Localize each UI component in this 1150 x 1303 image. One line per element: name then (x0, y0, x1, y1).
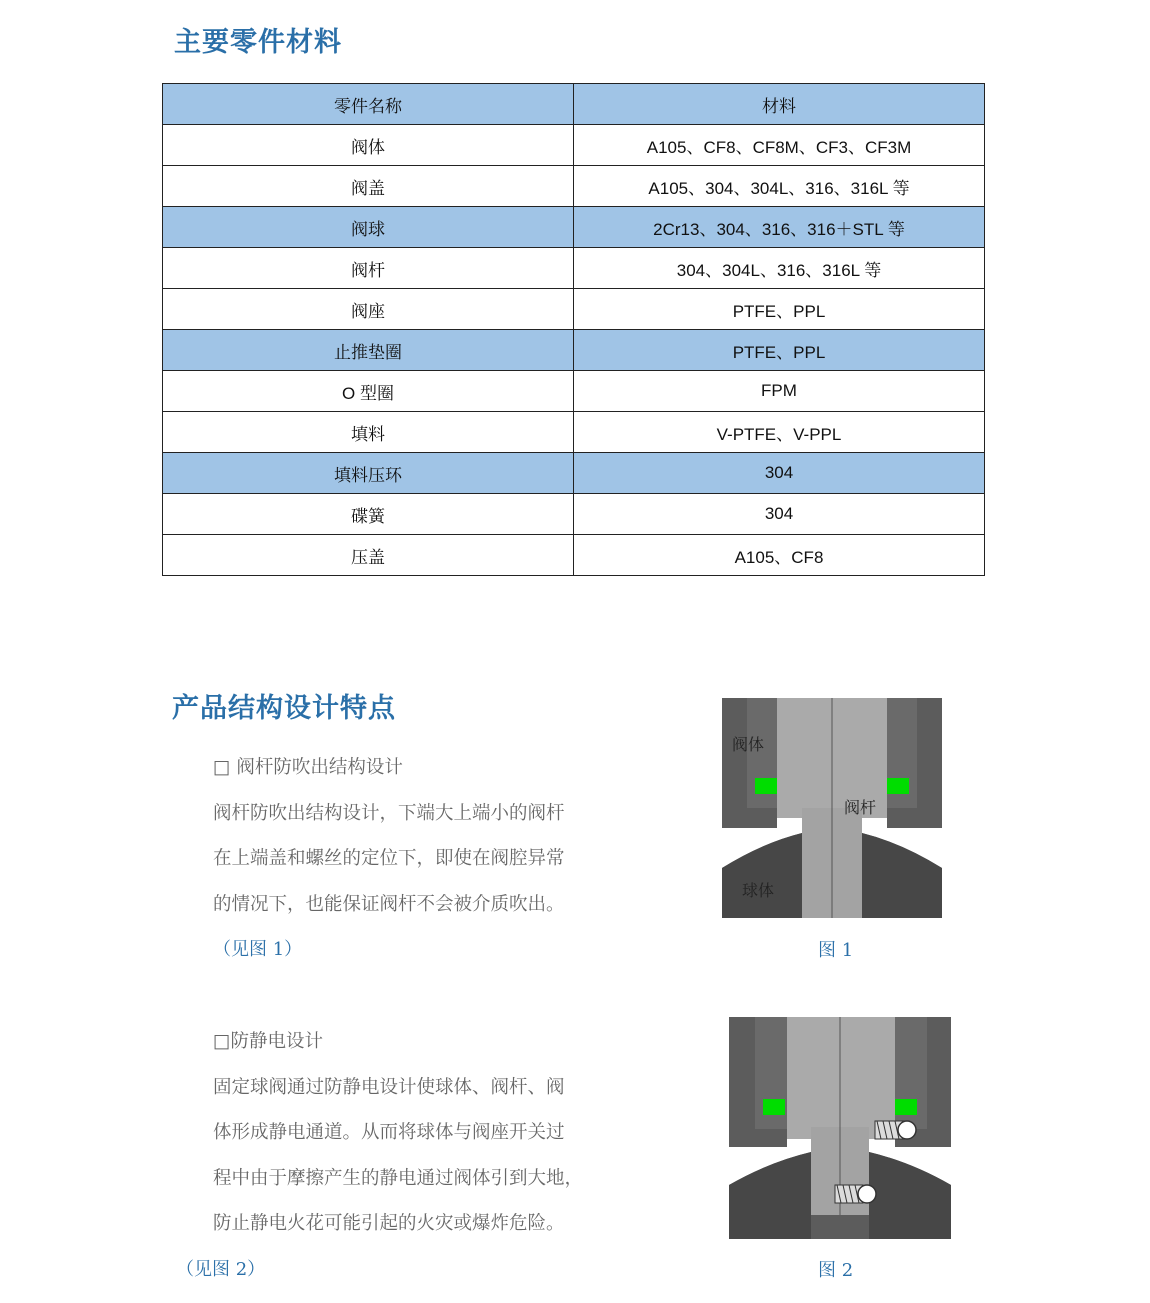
table-row (163, 289, 985, 330)
table-row (163, 494, 985, 535)
spring-pin-lower-icon (835, 1185, 876, 1203)
label-ball: 球体 (742, 881, 775, 900)
material-cell: V-PTFE、V-PPL (574, 412, 985, 453)
feature1-line: 在上端盖和螺丝的定位下，即使在阀腔异常 (213, 848, 565, 869)
table-row (163, 125, 985, 166)
table-row (163, 166, 985, 207)
table-row (163, 453, 985, 494)
part-name-cell: 阀球 (163, 207, 574, 248)
table-row (163, 535, 985, 576)
material-cell: A105、304、304L、316、316L 等 (574, 166, 985, 207)
seal-right-icon (887, 778, 909, 794)
header-part-name: 零件名称 (163, 84, 574, 125)
feature2-line: 体形成静电通道。从而将球体与阀座开关过 (213, 1122, 565, 1143)
feature1-line: 的情况下，也能保证阀杆不会被介质吹出。 (213, 894, 565, 915)
feature1-line: 阀杆防吹出结构设计，下端大上端小的阀杆 (213, 803, 565, 824)
part-name-cell: 阀体 (163, 125, 574, 166)
material-cell: A105、CF8、CF8M、CF3、CF3M (574, 125, 985, 166)
material-cell: FPM (574, 371, 985, 412)
material-cell: 304 (574, 494, 985, 535)
material-cell: PTFE、PPL (574, 289, 985, 330)
feature1-figure-ref: （见图 1） (213, 939, 303, 960)
part-name-cell: 压盖 (163, 535, 574, 576)
material-cell: PTFE、PPL (574, 330, 985, 371)
feature2-figure-ref: （见图 2） (176, 1259, 266, 1280)
material-cell: 304 (574, 453, 985, 494)
part-name-cell: 碟簧 (163, 494, 574, 535)
feature2-line: 防止静电火花可能引起的火灾或爆炸危险。 (213, 1213, 565, 1234)
part-name-cell: 阀盖 (163, 166, 574, 207)
figure1-caption: 图 1 (818, 940, 854, 961)
materials-table (162, 83, 985, 576)
material-cell: 2Cr13、304、316、316＋STL 等 (574, 207, 985, 248)
feature2-heading: □防静电设计 (213, 1031, 323, 1052)
part-name-cell: 填料 (163, 412, 574, 453)
table-row (163, 207, 985, 248)
section-title-design-features: 产品结构设计特点 (172, 693, 396, 724)
seal-right-icon (895, 1099, 917, 1115)
figure2-caption: 图 2 (818, 1260, 854, 1281)
material-cell: A105、CF8 (574, 535, 985, 576)
feature2-line: 程中由于摩擦产生的静电通过阀体引到大地， (213, 1168, 584, 1189)
figure2-antistatic-diagram (729, 1017, 951, 1239)
table-row (163, 371, 985, 412)
part-name-cell: 止推垫圈 (163, 330, 574, 371)
table-row (163, 248, 985, 289)
table-row (163, 412, 985, 453)
part-name-cell: 阀座 (163, 289, 574, 330)
header-material: 材料 (574, 84, 985, 125)
part-name-cell: O 型圈 (163, 371, 574, 412)
label-body: 阀体 (732, 735, 765, 754)
section-title-materials: 主要零件材料 (174, 27, 342, 58)
label-stem: 阀杆 (844, 798, 877, 817)
feature2-line: 固定球阀通过防静电设计使球体、阀杆、阀 (213, 1077, 565, 1098)
seal-left-icon (755, 778, 777, 794)
figure1-stem-diagram (722, 698, 942, 918)
feature1-heading: □ 阀杆防吹出结构设计 (213, 757, 403, 778)
part-name-cell: 填料压环 (163, 453, 574, 494)
seal-left-icon (763, 1099, 785, 1115)
table-header-row (163, 84, 985, 125)
spring-pin-upper-icon (875, 1121, 916, 1139)
table-row (163, 330, 985, 371)
material-cell: 304、304L、316、316L 等 (574, 248, 985, 289)
part-name-cell: 阀杆 (163, 248, 574, 289)
